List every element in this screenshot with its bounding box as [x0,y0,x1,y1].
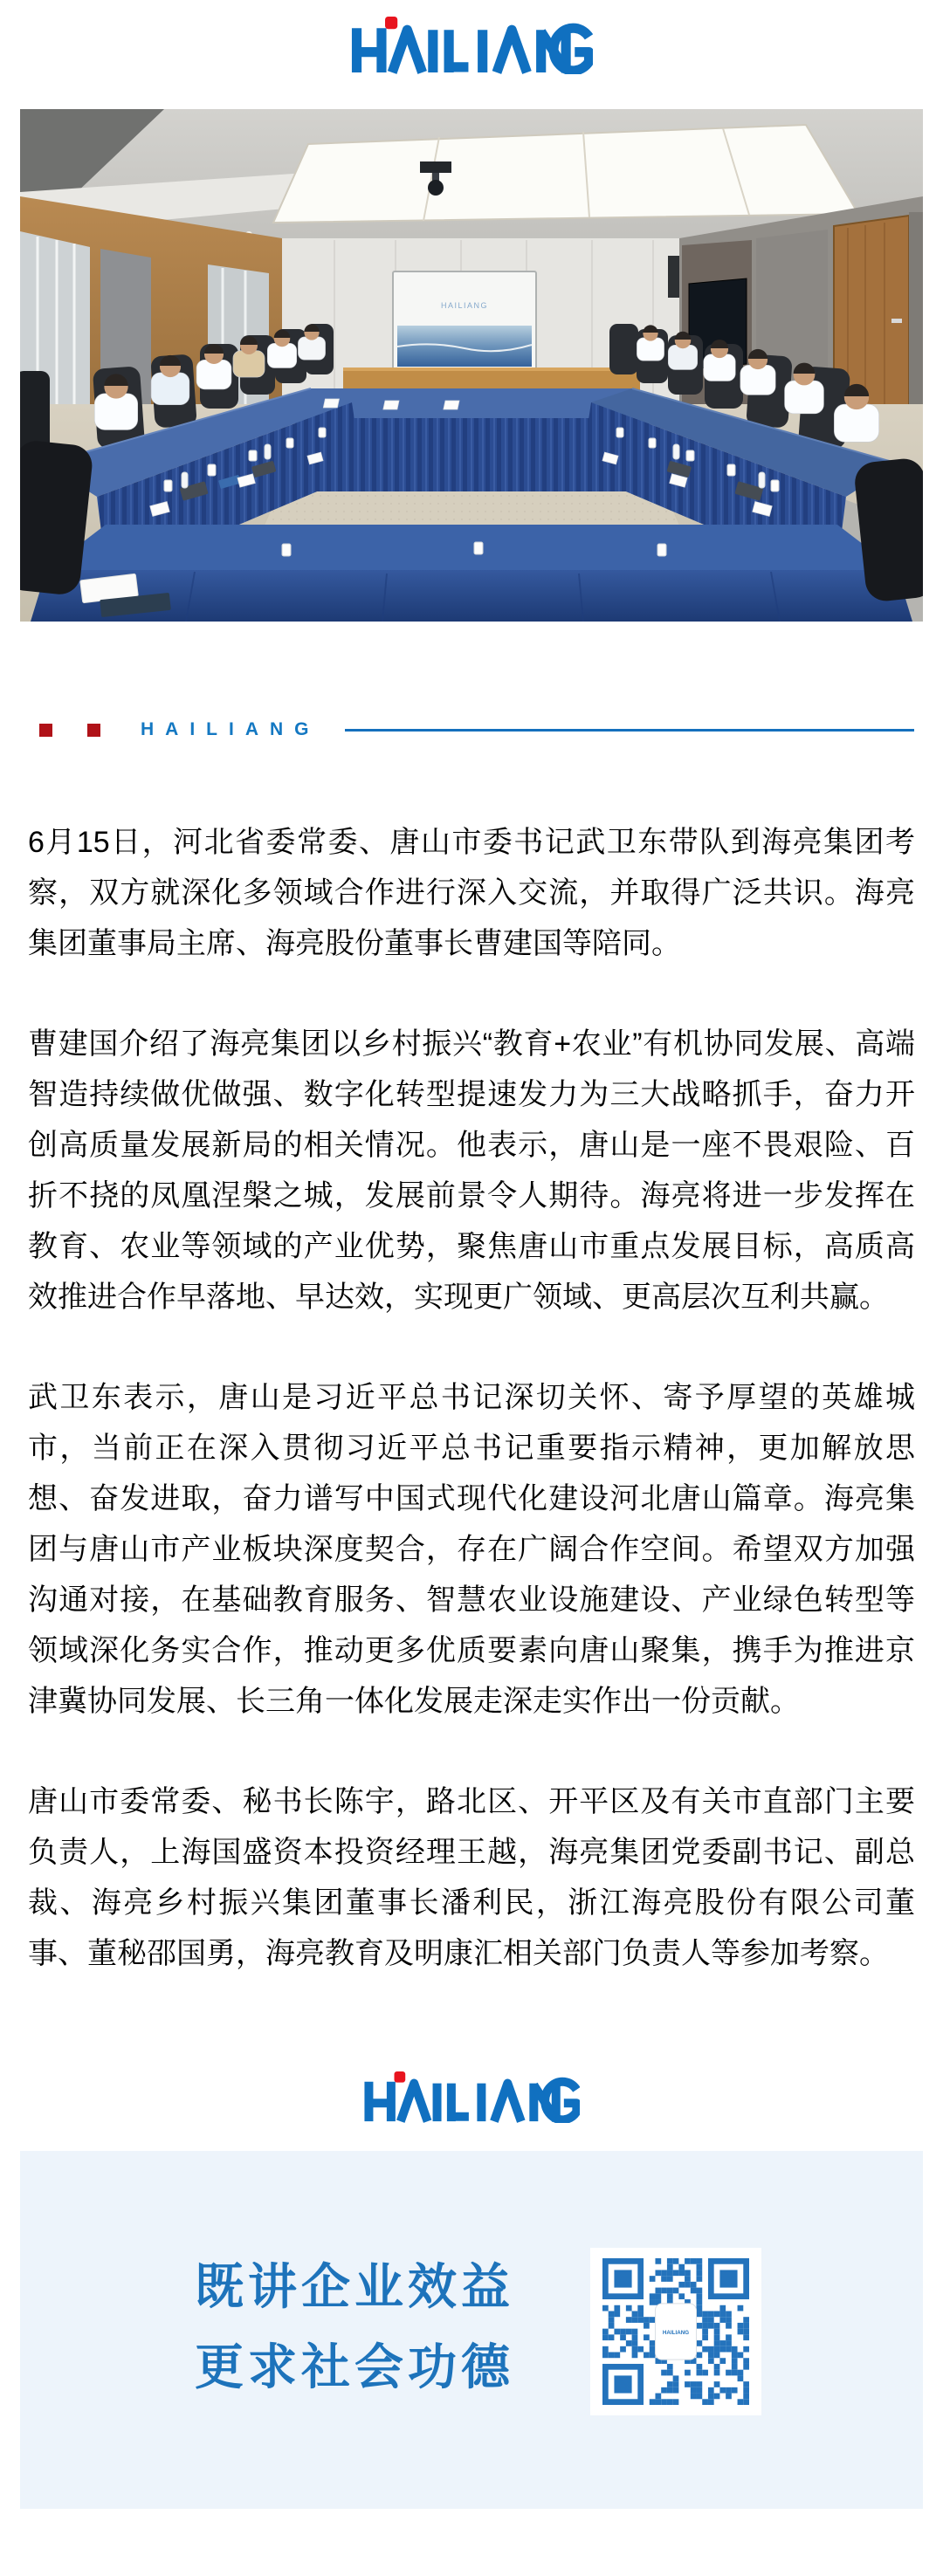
divider-line [345,729,915,732]
svg-text:HAILIANG: HAILIANG [662,2329,690,2336]
company-slogan [149,2247,560,2408]
door-handle [891,319,902,323]
hailiang-logo-bottom [364,2071,580,2123]
paragraph-4: 唐山市委常委、秘书长陈宇，路北区、开平区及有关市直部门主要负责人，上海国盛资本投资经理王越，海亮集团党委副书记、副总裁、海亮乡村振兴集团董事长潘利民，浙江海亮股份有限公司董事、董秘邵国勇，海亮教育及明康汇相关部门负责人等参加考察。 [28,1785,915,1970]
meeting-photo[interactable] [20,109,923,622]
slogan-line-2: 更求社会功德 [195,2339,514,2394]
paragraph-1: 6月15日，河北省委常委、唐山市委书记武卫东带队到海亮集团考察，双方就深化多领域合作进行深入交流，并取得广泛共识。海亮集团董事局主席、海亮股份董事长曹建国等陪同。 [28,826,915,960]
slogan-line-1: 既讲企业效益 [195,2259,514,2314]
conference-table-near [31,525,912,622]
qr-code[interactable] [590,2248,761,2415]
screen-caption: HAILIANG [440,301,489,310]
paragraph-2: 曹建国介绍了海亮集团以乡村振兴“教育+农业”有机协同发展、高端智造持续做优做强、数字化转型提速发力为三大战略抓手，奋力开创高质量发展新局的相关情况。他表示，唐山是一座不畏艰险、百折不挠的凤凰涅槃之城，发展前景令人期待。海亮将进一步发挥在教育、农业等领域的产业优势，聚焦唐山市重点发展目标，高质高效推进合作早落地、早达效，实现更广领域、更高层次互利共赢。 [28,1027,915,1314]
projection-screen [393,271,536,381]
article-body [28,817,915,2029]
red-square [39,724,52,737]
paragraph-3: 武卫东表示，唐山是习近平总书记深切关怀、寄予厚望的英雄城市，当前正在深入贯彻习近平总书记重要指示精神，更加解放思想、奋发进取，奋力谱写中国式现代化建设河北唐山篇章。海亮集团与唐山市产业板块深度契合，存在广阔合作空间。希望双方加强沟通对接，在基础教育服务、智慧农业设施建设、产业绿色转型等领域深化务实合作，推动更多优质要素向唐山聚集，携手为推进京津冀协同发展、长三角一体化发展走深走实作出一份贡献。 [28,1381,915,1718]
section-divider [39,716,914,744]
red-square [87,724,100,737]
hailiang-logo-top [351,16,593,74]
wall-speaker [668,256,681,298]
footer-card [20,2151,923,2509]
footer-logo-row [0,2071,943,2123]
section-label: HAILIANG [141,719,320,739]
screen-sea-image [397,326,532,367]
header-logo-row [0,16,943,74]
